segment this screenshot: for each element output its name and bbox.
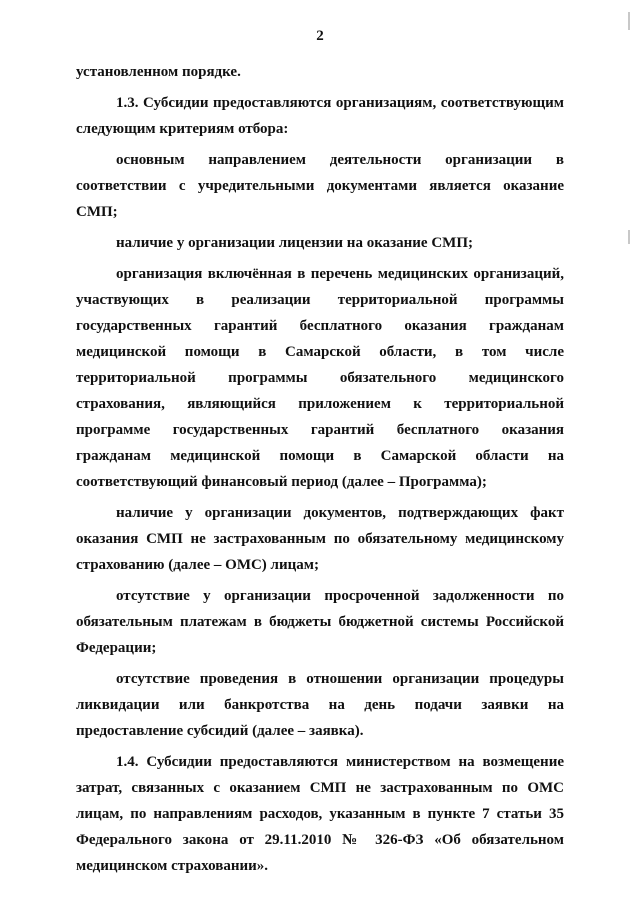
criterion-no-debt: отсутствие у организации просроченной задолженности по обязательным платежам в бюджеты бюджетной системы Российской Федерации; bbox=[76, 588, 564, 656]
criterion-documents: наличие у организации документов, подтверждающих факт оказания СМП не застрахованным по обязательному медицинскому страхованию (далее – ОМС) лицам; bbox=[76, 505, 564, 573]
paragraph-continuation: установленном порядке. bbox=[76, 64, 241, 80]
page-number: 2 bbox=[316, 28, 324, 44]
paragraph-1-4: 1.4. Субсидии предоставляются министерством на возмещение затрат, связанных с оказанием СМП не застрахованным по ОМС лицам, по направлениям расходов, указанным в пункте 7 статьи 35 Федерального закона от 29.11.2010 № 326-ФЗ «Об обязательном медицинском страховании». bbox=[76, 754, 564, 874]
scan-artifact-mark bbox=[628, 230, 630, 244]
criterion-license: наличие у организации лицензии на оказание СМП; bbox=[116, 235, 473, 251]
criterion-program-list: организация включённая в перечень медицинских организаций, участвующих в реализации территориальной программы государственных гарантий бесплатного оказания гражданам медицинской помощи в Самарской области, в том числе территориальной программы обязательного медицинского страхования, являющийся приложением к территориальной программе государственных гарантий бесплатного оказания гражданам медицинской помощи в Самарской области на соответствующий финансовый период (далее – Программа); bbox=[76, 266, 564, 490]
criterion-main-activity: основным направлением деятельности организации в соответствии с учредительными документами является оказание СМП; bbox=[76, 152, 564, 220]
scan-artifact-mark bbox=[628, 12, 630, 30]
criterion-no-liquidation: отсутствие проведения в отношении организации процедуры ликвидации или банкротства на день подачи заявки на предоставление субсидий (далее – заявка). bbox=[76, 671, 564, 739]
paragraph-1-3: 1.3. Субсидии предоставляются организациям, соответствующим следующим критериям отбора: bbox=[76, 95, 564, 137]
document-body bbox=[76, 59, 564, 884]
